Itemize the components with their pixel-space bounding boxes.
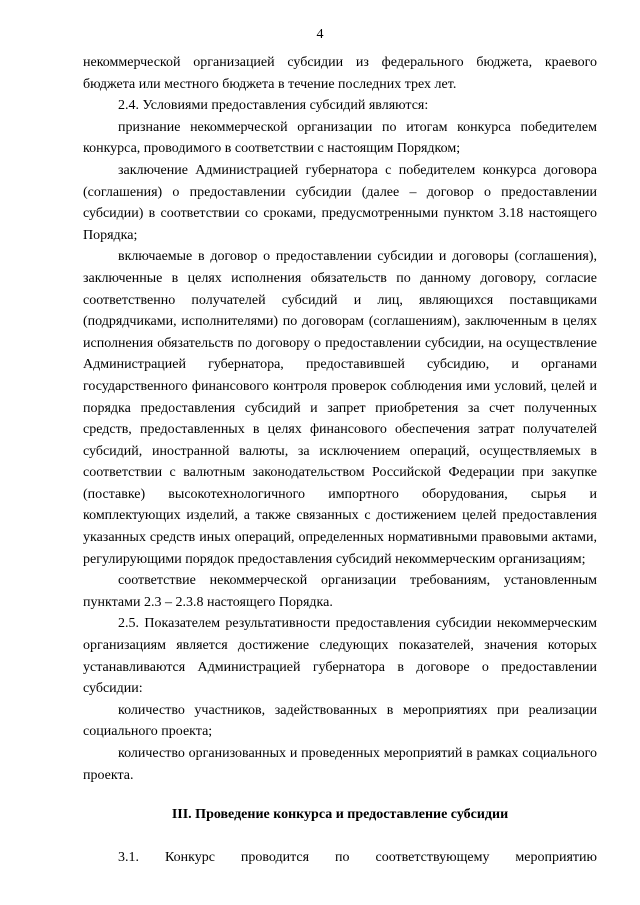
- paragraph-condition-3: включаемые в договор о предоставлении субсидии и договоры (соглашения), заключенные в целях исполнения обязательств по данному договору, согласие соответственно получателей субсидий и лиц, являющихся поставщиками (подрядчиками, исполнителями) по договорам (соглашениям), заключенным в целях исполнения обязательств по договору о предоставлении субсидии, на осуществление Администрацией губернатора, предоставившей субсидию, и органами государственного финансового контроля проверок соблюдения ими условий, целей и порядка предоставления субсидий и запрет приобретения за счет полученных средств, предоставленных в целях финансового обеспечения затрат получателей субсидий, иностранной валюты, за исключением операций, осуществляемых в соответствии с валютным законодательством Российской Федерации при закупке (поставке) высокотехнологичного импортного оборудования, сырья и комплектующих изделий, а также связанных с достижением целей предоставления указанных средств иных операций, определенных нормативными правовыми актами, регулирующими порядок предоставления субсидий некоммерческим организациям;: [83, 249, 597, 567]
- paragraph-clause-2-4: 2.4. Условиями предоставления субсидий являются:: [118, 98, 429, 114]
- paragraph-indicator-1: количество участников, задействованных в мероприятиях при реализации социального проекта;: [83, 702, 597, 740]
- page-number: 4: [316, 27, 324, 42]
- paragraph-clause-3-1: 3.1. Конкурс проводится по соответствующему мероприятию: [118, 849, 597, 865]
- paragraph-clause-2-5: 2.5. Показателем результативности предоставления субсидии некоммерческим организациям является достижение следующих показателей, значения которых устанавливаются Администрацией губернатора в договоре о предоставлении субсидии:: [83, 616, 597, 697]
- section-heading: III. Проведение конкурса и предоставление субсидии: [171, 807, 509, 823]
- paragraph-condition-1: признание некоммерческой организации по итогам конкурса победителем конкурса, проводимого в соответствии с настоящим Порядком;: [83, 119, 597, 157]
- paragraph-indicator-2: количество организованных и проведенных мероприятий в рамках социального проекта.: [83, 746, 597, 783]
- paragraph-condition-4: соответствие некоммерческой организации требованиям, установленным пунктами 2.3 – 2.3.8 настоящего Порядка.: [83, 573, 597, 610]
- document-body: [83, 52, 597, 868]
- paragraph-continuation: некоммерческой организацией субсидии из федерального бюджета, краевого бюджета или местного бюджета в течение последних трех лет.: [83, 55, 597, 92]
- paragraph-condition-2: заключение Администрацией губернатора с победителем конкурса договора (соглашения) о предоставлении субсидии (далее – договор о предоставлении субсидии) в соответствии со сроками, предусмотренными пунктом 3.18 настоящего Порядка;: [83, 162, 597, 243]
